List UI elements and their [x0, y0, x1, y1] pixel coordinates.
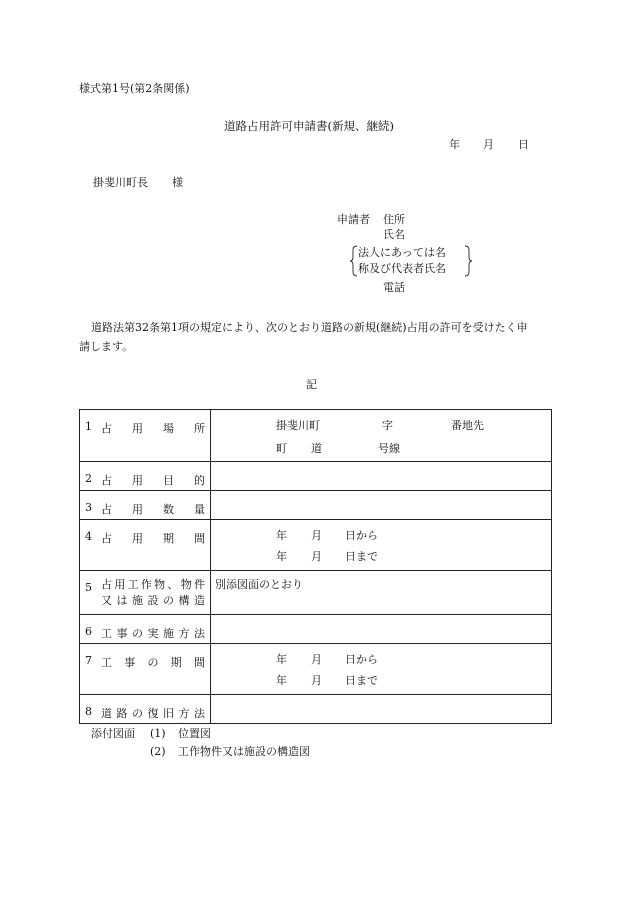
- table-row: [80, 462, 552, 491]
- row-number: 5: [85, 581, 92, 594]
- corp-note-line2: 称及び代表者氏名: [358, 262, 446, 275]
- period-start-year: 年: [276, 529, 287, 542]
- row-number: 8: [85, 705, 92, 718]
- row-label-line1: 占用工作物、物件: [101, 578, 205, 591]
- location-banchi: 番地先: [451, 419, 484, 432]
- row-value: [211, 520, 552, 571]
- period-start-month: 月: [311, 529, 322, 542]
- structure-value: 別添図面のとおり: [215, 578, 303, 591]
- row-label: [80, 644, 211, 695]
- work-start-year: 年: [276, 653, 287, 666]
- table-row: [80, 615, 552, 644]
- work-end-year: 年: [276, 674, 287, 687]
- form-number: 様式第1号(第2条関係): [79, 82, 190, 95]
- row-label-text: 占用場所: [101, 422, 205, 435]
- row-label: [80, 615, 211, 644]
- row-number: 3: [85, 501, 92, 514]
- name-label: 氏名: [383, 228, 405, 241]
- phone-label: 電話: [383, 281, 405, 294]
- location-road: 道: [311, 442, 322, 455]
- location-aza: 字: [382, 419, 393, 432]
- table-row: [80, 520, 552, 571]
- row-value: [211, 615, 552, 644]
- row-value: [211, 571, 552, 615]
- attachment-1: 位置図: [178, 727, 211, 740]
- corp-note-line1: 法人にあっては名: [358, 246, 446, 259]
- period-end-month: 月: [311, 550, 322, 563]
- row-value: [211, 695, 552, 724]
- attachment-1-number: (1): [150, 727, 166, 740]
- attachment-2-number: (2): [150, 745, 166, 758]
- table-row: [80, 571, 552, 615]
- period-start-day: 日から: [345, 529, 378, 542]
- row-label: [80, 695, 211, 724]
- date-year: 年: [449, 138, 460, 151]
- row-label-text: 工事の期間: [101, 656, 205, 669]
- row-label-text: 占用数量: [101, 503, 205, 516]
- row-label: [80, 462, 211, 491]
- work-end-month: 月: [311, 674, 322, 687]
- table-row: [80, 491, 552, 520]
- row-label-line2: 又は施設の構造: [101, 594, 205, 607]
- row-value: [211, 491, 552, 520]
- addressee-honorific: 様: [172, 176, 183, 189]
- row-value: [211, 410, 552, 462]
- body-text-line1: 道路法第32条第1項の規定により、次のとおり道路の新規(継続)占用の許可を受けたく申: [91, 321, 528, 334]
- row-label: [80, 520, 211, 571]
- location-cho: 町: [276, 442, 287, 455]
- row-label-text: 占用期間: [101, 532, 205, 545]
- work-end-day: 日まで: [345, 674, 378, 687]
- period-end-year: 年: [276, 550, 287, 563]
- location-town: 掛斐川町: [276, 419, 320, 432]
- body-text-line2: 請します。: [79, 340, 134, 353]
- row-number: 7: [85, 654, 92, 667]
- row-value: [211, 644, 552, 695]
- row-label-text: 道路の復旧方法: [101, 707, 205, 720]
- addressee-name: 掛斐川町長: [93, 176, 148, 189]
- application-table: [79, 409, 552, 724]
- attachment-2: 工作物件又は施設の構造図: [178, 745, 310, 758]
- table-row: [80, 410, 552, 462]
- work-start-day: 日から: [345, 653, 378, 666]
- address-label: 住所: [383, 213, 405, 226]
- row-label: [80, 491, 211, 520]
- row-number: 6: [85, 625, 92, 638]
- page-title: 道路占用許可申請書(新規、継続): [224, 119, 394, 133]
- location-route-number: 号線: [378, 442, 400, 455]
- work-start-month: 月: [311, 653, 322, 666]
- row-label-text: 工事の実施方法: [101, 627, 205, 640]
- table-row: [80, 695, 552, 724]
- period-end-day: 日まで: [345, 550, 378, 563]
- row-label: [80, 410, 211, 462]
- ki-heading: 記: [306, 378, 317, 391]
- applicant-label: 申請者: [337, 213, 370, 226]
- row-number: 2: [85, 472, 92, 485]
- date-day: 日: [518, 138, 529, 151]
- row-number: 1: [85, 420, 92, 433]
- attachments-label: 添付図面: [91, 727, 135, 740]
- row-value: [211, 462, 552, 491]
- row-label-text: [101, 579, 205, 611]
- row-label-text: 占用目的: [101, 474, 205, 487]
- corporate-note: [350, 245, 472, 277]
- row-label: [80, 571, 211, 615]
- table-row: [80, 644, 552, 695]
- row-number: 4: [85, 530, 92, 543]
- date-month: 月: [483, 138, 494, 151]
